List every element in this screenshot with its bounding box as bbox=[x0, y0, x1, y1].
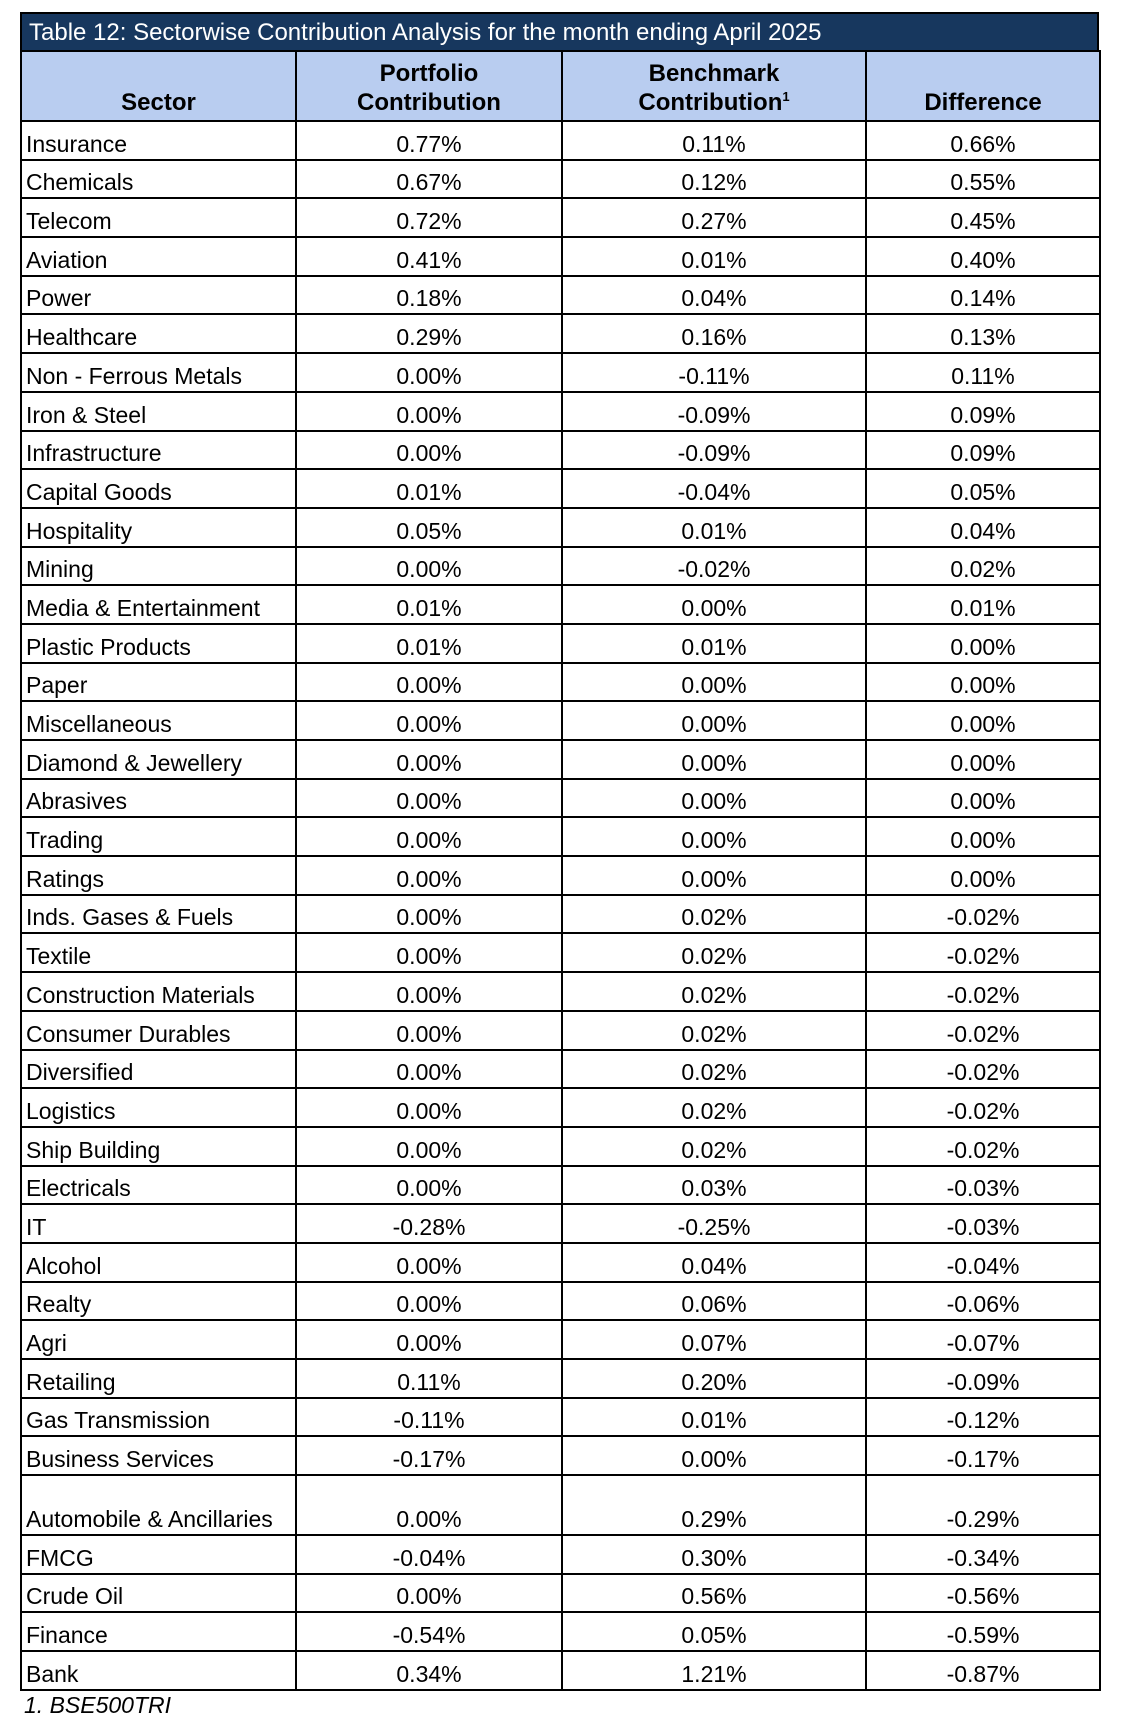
portfolio-contribution-cell: -0.04% bbox=[296, 1535, 562, 1574]
difference-cell: -0.02% bbox=[866, 1088, 1100, 1127]
header-benchmark bbox=[562, 51, 866, 121]
portfolio-contribution-cell: 0.18% bbox=[296, 276, 562, 315]
header-benchmark-footnote-marker: 1 bbox=[782, 89, 790, 104]
portfolio-contribution-cell: 0.00% bbox=[296, 663, 562, 702]
table-row bbox=[21, 1475, 1100, 1535]
difference-cell: 0.04% bbox=[866, 508, 1100, 547]
portfolio-contribution-cell: 0.00% bbox=[296, 856, 562, 895]
portfolio-contribution-cell: 0.00% bbox=[296, 547, 562, 586]
sector-cell: Alcohol bbox=[21, 1243, 296, 1282]
table-row bbox=[21, 779, 1100, 818]
benchmark-contribution-cell: -0.09% bbox=[562, 392, 866, 431]
portfolio-contribution-cell: 0.00% bbox=[296, 779, 562, 818]
portfolio-contribution-cell: 0.41% bbox=[296, 237, 562, 276]
benchmark-contribution-cell: -0.09% bbox=[562, 431, 866, 470]
sector-cell: Ratings bbox=[21, 856, 296, 895]
table-row bbox=[21, 1436, 1100, 1475]
portfolio-contribution-cell: 0.00% bbox=[296, 431, 562, 470]
benchmark-contribution-cell: -0.04% bbox=[562, 469, 866, 508]
portfolio-contribution-cell: 0.00% bbox=[296, 895, 562, 934]
table-row bbox=[21, 740, 1100, 779]
table-row bbox=[21, 856, 1100, 895]
portfolio-contribution-cell: 0.00% bbox=[296, 392, 562, 431]
table-row bbox=[21, 972, 1100, 1011]
benchmark-contribution-cell: 0.05% bbox=[562, 1612, 866, 1651]
header-benchmark-line2: Contribution bbox=[638, 89, 783, 116]
sector-cell: Hospitality bbox=[21, 508, 296, 547]
benchmark-contribution-cell: 0.00% bbox=[562, 663, 866, 702]
difference-cell: -0.87% bbox=[866, 1651, 1100, 1690]
benchmark-contribution-cell: 0.00% bbox=[562, 740, 866, 779]
difference-cell: -0.09% bbox=[866, 1359, 1100, 1398]
portfolio-contribution-cell: 0.34% bbox=[296, 1651, 562, 1690]
portfolio-contribution-cell: 0.00% bbox=[296, 933, 562, 972]
difference-cell: -0.02% bbox=[866, 933, 1100, 972]
sector-cell: Iron & Steel bbox=[21, 392, 296, 431]
portfolio-contribution-cell: 0.00% bbox=[296, 701, 562, 740]
benchmark-contribution-cell: 0.01% bbox=[562, 237, 866, 276]
benchmark-contribution-cell: 0.27% bbox=[562, 198, 866, 237]
sector-cell: Gas Transmission bbox=[21, 1398, 296, 1437]
benchmark-contribution-cell: 0.00% bbox=[562, 856, 866, 895]
table-row bbox=[21, 314, 1100, 353]
portfolio-contribution-cell: 0.11% bbox=[296, 1359, 562, 1398]
portfolio-contribution-cell: -0.17% bbox=[296, 1436, 562, 1475]
benchmark-contribution-cell: 0.00% bbox=[562, 1436, 866, 1475]
benchmark-contribution-cell: 0.00% bbox=[562, 585, 866, 624]
sector-cell: Business Services bbox=[21, 1436, 296, 1475]
difference-cell: -0.02% bbox=[866, 972, 1100, 1011]
header-portfolio bbox=[296, 51, 562, 121]
sector-cell: Miscellaneous bbox=[21, 701, 296, 740]
sector-cell: Capital Goods bbox=[21, 469, 296, 508]
benchmark-contribution-cell: -0.25% bbox=[562, 1204, 866, 1243]
difference-cell: 0.66% bbox=[866, 121, 1100, 160]
sector-cell: Power bbox=[21, 276, 296, 315]
portfolio-contribution-cell: 0.72% bbox=[296, 198, 562, 237]
benchmark-contribution-cell: -0.02% bbox=[562, 547, 866, 586]
difference-cell: -0.06% bbox=[866, 1282, 1100, 1321]
portfolio-contribution-cell: 0.00% bbox=[296, 1127, 562, 1166]
sector-cell: Diamond & Jewellery bbox=[21, 740, 296, 779]
difference-cell: 0.40% bbox=[866, 237, 1100, 276]
portfolio-contribution-cell: 0.00% bbox=[296, 1166, 562, 1205]
difference-cell: 0.09% bbox=[866, 392, 1100, 431]
sector-cell: Logistics bbox=[21, 1088, 296, 1127]
difference-cell: -0.04% bbox=[866, 1243, 1100, 1282]
header-portfolio-line2: Contribution bbox=[357, 89, 501, 116]
table-row bbox=[21, 663, 1100, 702]
difference-cell: -0.02% bbox=[866, 1011, 1100, 1050]
table-row bbox=[21, 624, 1100, 663]
sector-cell: Realty bbox=[21, 1282, 296, 1321]
table-row bbox=[21, 1204, 1100, 1243]
difference-cell: -0.02% bbox=[866, 895, 1100, 934]
header-sector bbox=[21, 51, 296, 121]
header-difference-label: Difference bbox=[924, 89, 1042, 116]
portfolio-contribution-cell: 0.00% bbox=[296, 1243, 562, 1282]
benchmark-contribution-cell: 0.00% bbox=[562, 779, 866, 818]
difference-cell: 0.02% bbox=[866, 547, 1100, 586]
portfolio-contribution-cell: 0.01% bbox=[296, 585, 562, 624]
table-row bbox=[21, 1282, 1100, 1321]
sector-cell: Mining bbox=[21, 547, 296, 586]
sector-cell: Consumer Durables bbox=[21, 1011, 296, 1050]
sector-cell: Textile bbox=[21, 933, 296, 972]
benchmark-contribution-cell: 0.07% bbox=[562, 1320, 866, 1359]
sector-cell: Construction Materials bbox=[21, 972, 296, 1011]
difference-cell: -0.17% bbox=[866, 1436, 1100, 1475]
contribution-table bbox=[20, 50, 1101, 1691]
sector-cell: Infrastructure bbox=[21, 431, 296, 470]
benchmark-contribution-cell: 0.11% bbox=[562, 121, 866, 160]
sector-cell: Ship Building bbox=[21, 1127, 296, 1166]
benchmark-contribution-cell: 0.00% bbox=[562, 817, 866, 856]
benchmark-contribution-cell: 0.00% bbox=[562, 701, 866, 740]
difference-cell: -0.03% bbox=[866, 1204, 1100, 1243]
table-body bbox=[21, 121, 1100, 1690]
portfolio-contribution-cell: 0.29% bbox=[296, 314, 562, 353]
header-row bbox=[21, 51, 1100, 121]
difference-cell: -0.56% bbox=[866, 1574, 1100, 1613]
table-row bbox=[21, 1398, 1100, 1437]
header-difference bbox=[866, 51, 1100, 121]
difference-cell: -0.02% bbox=[866, 1050, 1100, 1089]
table-row bbox=[21, 198, 1100, 237]
sector-cell: Bank bbox=[21, 1651, 296, 1690]
benchmark-contribution-cell: 0.02% bbox=[562, 933, 866, 972]
table-row bbox=[21, 237, 1100, 276]
portfolio-contribution-cell: 0.00% bbox=[296, 353, 562, 392]
difference-cell: 0.00% bbox=[866, 740, 1100, 779]
table-row bbox=[21, 1011, 1100, 1050]
difference-cell: 0.00% bbox=[866, 701, 1100, 740]
difference-cell: -0.59% bbox=[866, 1612, 1100, 1651]
table-row bbox=[21, 1050, 1100, 1089]
sector-cell: Inds. Gases & Fuels bbox=[21, 895, 296, 934]
benchmark-contribution-cell: 0.06% bbox=[562, 1282, 866, 1321]
table-row bbox=[21, 1535, 1100, 1574]
table-row bbox=[21, 547, 1100, 586]
portfolio-contribution-cell: -0.54% bbox=[296, 1612, 562, 1651]
table-row bbox=[21, 895, 1100, 934]
difference-cell: 0.00% bbox=[866, 779, 1100, 818]
portfolio-contribution-cell: 0.00% bbox=[296, 1050, 562, 1089]
table-row bbox=[21, 508, 1100, 547]
table-row bbox=[21, 933, 1100, 972]
difference-cell: 0.00% bbox=[866, 856, 1100, 895]
table-row bbox=[21, 160, 1100, 199]
table-row bbox=[21, 1651, 1100, 1690]
table-row bbox=[21, 1243, 1100, 1282]
benchmark-contribution-cell: 0.02% bbox=[562, 895, 866, 934]
table-row bbox=[21, 469, 1100, 508]
sector-cell: FMCG bbox=[21, 1535, 296, 1574]
sector-cell: Trading bbox=[21, 817, 296, 856]
benchmark-contribution-cell: 0.12% bbox=[562, 160, 866, 199]
sector-cell: Telecom bbox=[21, 198, 296, 237]
sector-cell: Aviation bbox=[21, 237, 296, 276]
table-row bbox=[21, 1088, 1100, 1127]
header-benchmark-line1: Benchmark bbox=[648, 60, 780, 87]
table-row bbox=[21, 701, 1100, 740]
header-portfolio-line1: Portfolio bbox=[379, 60, 479, 87]
table-row bbox=[21, 121, 1100, 160]
portfolio-contribution-cell: 0.77% bbox=[296, 121, 562, 160]
difference-cell: 0.14% bbox=[866, 276, 1100, 315]
contribution-table-document bbox=[20, 12, 1099, 1719]
portfolio-contribution-cell: 0.00% bbox=[296, 740, 562, 779]
table-row bbox=[21, 392, 1100, 431]
difference-cell: 0.09% bbox=[866, 431, 1100, 470]
benchmark-contribution-cell: 0.56% bbox=[562, 1574, 866, 1613]
table-row bbox=[21, 276, 1100, 315]
benchmark-contribution-cell: 0.30% bbox=[562, 1535, 866, 1574]
benchmark-contribution-cell: 0.20% bbox=[562, 1359, 866, 1398]
portfolio-contribution-cell: 0.00% bbox=[296, 1282, 562, 1321]
sector-cell: Chemicals bbox=[21, 160, 296, 199]
benchmark-contribution-cell: 0.03% bbox=[562, 1166, 866, 1205]
portfolio-contribution-cell: 0.00% bbox=[296, 817, 562, 856]
difference-cell: -0.29% bbox=[866, 1475, 1100, 1535]
benchmark-contribution-cell: 0.04% bbox=[562, 276, 866, 315]
difference-cell: 0.55% bbox=[866, 160, 1100, 199]
sector-cell: Paper bbox=[21, 663, 296, 702]
portfolio-contribution-cell: 0.01% bbox=[296, 624, 562, 663]
table-title: Table 12: Sectorwise Contribution Analysis for the month ending April 2025 bbox=[20, 12, 1099, 50]
sector-cell: Diversified bbox=[21, 1050, 296, 1089]
table-row bbox=[21, 1127, 1100, 1166]
benchmark-contribution-cell: 0.02% bbox=[562, 972, 866, 1011]
difference-cell: 0.00% bbox=[866, 817, 1100, 856]
table-row bbox=[21, 1359, 1100, 1398]
benchmark-contribution-cell: 1.21% bbox=[562, 1651, 866, 1690]
benchmark-contribution-cell: 0.01% bbox=[562, 508, 866, 547]
sector-cell: Retailing bbox=[21, 1359, 296, 1398]
sector-cell: Non - Ferrous Metals bbox=[21, 353, 296, 392]
table-row bbox=[21, 1574, 1100, 1613]
portfolio-contribution-cell: 0.01% bbox=[296, 469, 562, 508]
difference-cell: 0.01% bbox=[866, 585, 1100, 624]
sector-cell: IT bbox=[21, 1204, 296, 1243]
difference-cell: 0.45% bbox=[866, 198, 1100, 237]
table-row bbox=[21, 1166, 1100, 1205]
sector-cell: Plastic Products bbox=[21, 624, 296, 663]
sector-cell: Healthcare bbox=[21, 314, 296, 353]
benchmark-contribution-cell: 0.02% bbox=[562, 1088, 866, 1127]
portfolio-contribution-cell: 0.00% bbox=[296, 1320, 562, 1359]
portfolio-contribution-cell: 0.00% bbox=[296, 972, 562, 1011]
difference-cell: -0.07% bbox=[866, 1320, 1100, 1359]
benchmark-contribution-cell: 0.29% bbox=[562, 1475, 866, 1535]
portfolio-contribution-cell: 0.67% bbox=[296, 160, 562, 199]
sector-cell: Automobile & Ancillaries bbox=[21, 1475, 296, 1535]
benchmark-contribution-cell: 0.01% bbox=[562, 1398, 866, 1437]
sector-cell: Abrasives bbox=[21, 779, 296, 818]
benchmark-contribution-cell: 0.02% bbox=[562, 1050, 866, 1089]
portfolio-contribution-cell: 0.00% bbox=[296, 1011, 562, 1050]
table-row bbox=[21, 1320, 1100, 1359]
benchmark-contribution-cell: -0.11% bbox=[562, 353, 866, 392]
table-row bbox=[21, 353, 1100, 392]
portfolio-contribution-cell: 0.00% bbox=[296, 1574, 562, 1613]
difference-cell: -0.02% bbox=[866, 1127, 1100, 1166]
difference-cell: -0.34% bbox=[866, 1535, 1100, 1574]
footnote: 1. BSE500TRI bbox=[24, 1691, 172, 1718]
difference-cell: -0.12% bbox=[866, 1398, 1100, 1437]
portfolio-contribution-cell: 0.00% bbox=[296, 1088, 562, 1127]
table-row bbox=[21, 817, 1100, 856]
benchmark-contribution-cell: 0.01% bbox=[562, 624, 866, 663]
sector-cell: Crude Oil bbox=[21, 1574, 296, 1613]
benchmark-contribution-cell: 0.02% bbox=[562, 1127, 866, 1166]
benchmark-contribution-cell: 0.04% bbox=[562, 1243, 866, 1282]
header-sector-label: Sector bbox=[121, 89, 196, 116]
difference-cell: 0.00% bbox=[866, 663, 1100, 702]
sector-cell: Finance bbox=[21, 1612, 296, 1651]
difference-cell: -0.03% bbox=[866, 1166, 1100, 1205]
table-row bbox=[21, 1612, 1100, 1651]
sector-cell: Media & Entertainment bbox=[21, 585, 296, 624]
table-row bbox=[21, 585, 1100, 624]
sector-cell: Insurance bbox=[21, 121, 296, 160]
benchmark-contribution-cell: 0.16% bbox=[562, 314, 866, 353]
portfolio-contribution-cell: 0.05% bbox=[296, 508, 562, 547]
difference-cell: 0.05% bbox=[866, 469, 1100, 508]
difference-cell: 0.13% bbox=[866, 314, 1100, 353]
sector-cell: Agri bbox=[21, 1320, 296, 1359]
portfolio-contribution-cell: -0.28% bbox=[296, 1204, 562, 1243]
benchmark-contribution-cell: 0.02% bbox=[562, 1011, 866, 1050]
difference-cell: 0.00% bbox=[866, 624, 1100, 663]
difference-cell: 0.11% bbox=[866, 353, 1100, 392]
table-row bbox=[21, 431, 1100, 470]
portfolio-contribution-cell: -0.11% bbox=[296, 1398, 562, 1437]
portfolio-contribution-cell: 0.00% bbox=[296, 1475, 562, 1535]
sector-cell: Electricals bbox=[21, 1166, 296, 1205]
